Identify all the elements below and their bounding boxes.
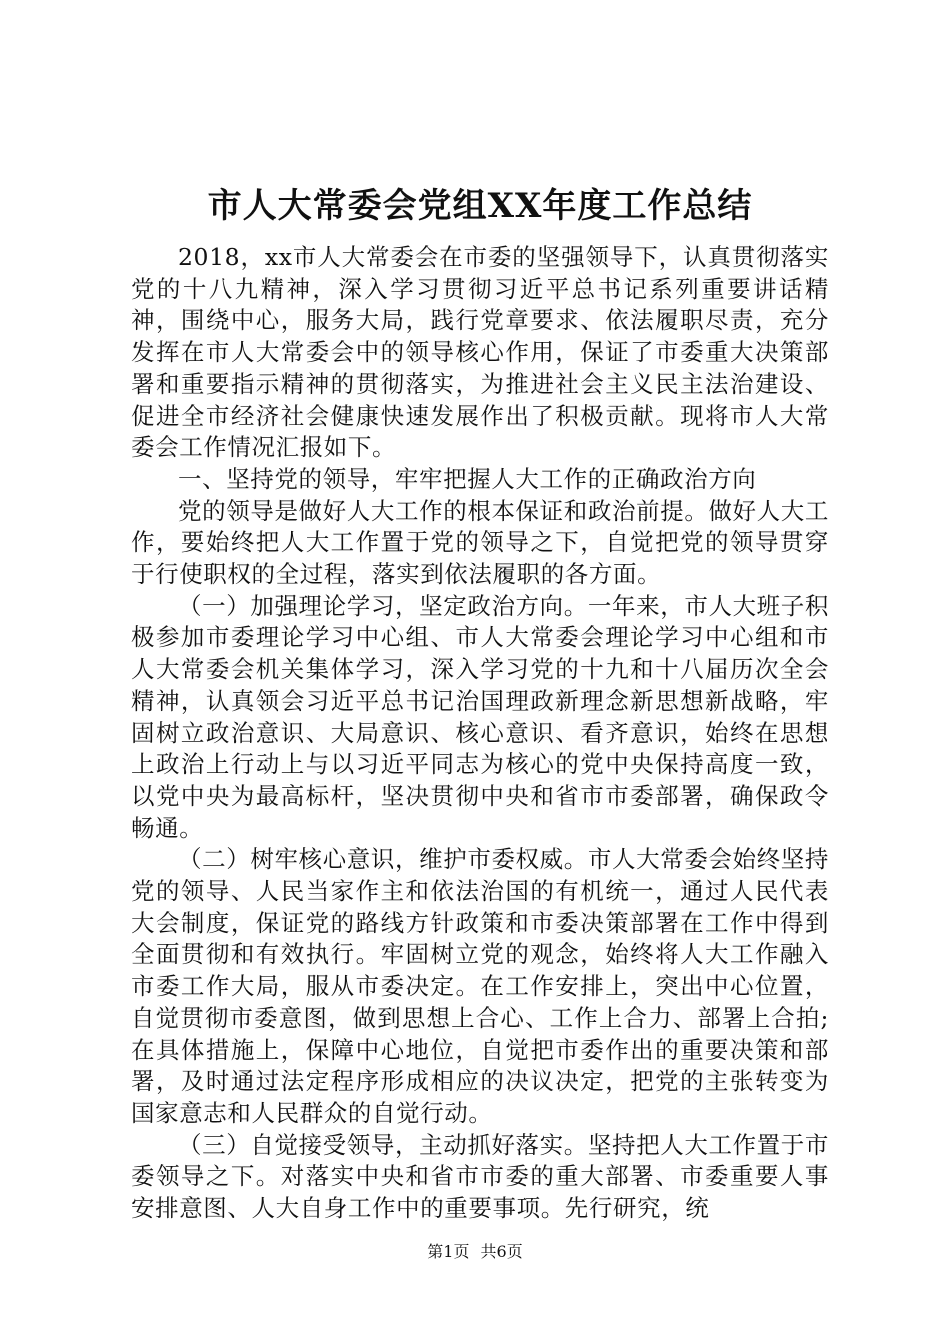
subsection-three-paragraph: （三）自觉接受领导，主动抓好落实。坚持把人大工作置于市委领导之下。对落实中央和省市市委的重大部署、市委重要人事安排意图、人大自身工作中的重要事项。先行研究，统 [131,1130,829,1223]
document-body [131,242,829,1225]
section-intro-paragraph: 党的领导是做好人大工作的根本保证和政治前提。做好人大工作，要始终把人大工作置于党的领导之下，自觉把党的领导贯穿于行使职权的全过程，落实到依法履职的各方面。 [131,496,829,589]
subsection-one-paragraph: （一）加强理论学习，坚定政治方向。一年来，市人大班子积极参加市委理论学习中心组、市人大常委会理论学习中心组和市人大常委会机关集体学习，深入学习党的十九和十八届历次全会精神，认真领会习近平总书记治国理政新理念新思想新战略，牢固树立政治意识、大局意识、核心意识、看齐意识，始终在思想上政治上行动上与以习近平同志为核心的党中央保持高度一致，以党中央为最高标杆，坚决贯彻中央和省市市委部署，确保政令畅通。 [131,591,829,842]
page-footer [0,1240,950,1264]
page-number: 第1页 [427,1242,470,1261]
document-title: 市人大常委会党组XX年度工作总结 [207,186,753,226]
page-total: 共6页 [480,1242,523,1261]
subsection-two-paragraph: （二）树牢核心意识，维护市委权威。市人大常委会始终坚持党的领导、人民当家作主和依法治国的有机统一，通过人民代表大会制度，保证党的路线方针政策和市委决策部署在工作中得到全面贯彻和有效执行。牢固树立党的观念，始终将人大工作融入市委工作大局，服从市委决定。在工作安排上，突出中心位置，自觉贯彻市委意图，做到思想上合心、工作上合力、部署上合拍;在具体措施上，保障中心地位，自觉把市委作出的重要决策和部署，及时通过法定程序形成相应的决议决定，把党的主张转变为国家意志和人民群众的自觉行动。 [131,845,829,1127]
section-heading: 一、坚持党的领导，牢牢把握人大工作的正确政治方向 [178,464,757,493]
intro-paragraph: 2018，xx市人大常委会在市委的坚强领导下，认真贯彻落实党的十八九精神，深入学习贯彻习近平总书记系列重要讲话精神，围绕中心，服务大局，践行党章要求、依法履职尽责，充分发挥在市人大常委会中的领导核心作用，保证了市委重大决策部署和重要指示精神的贯彻落实，为推进社会主义民主法治建设、促进全市经济社会健康快速发展作出了积极贡献。现将市人大常委会工作情况汇报如下。 [131,243,829,462]
